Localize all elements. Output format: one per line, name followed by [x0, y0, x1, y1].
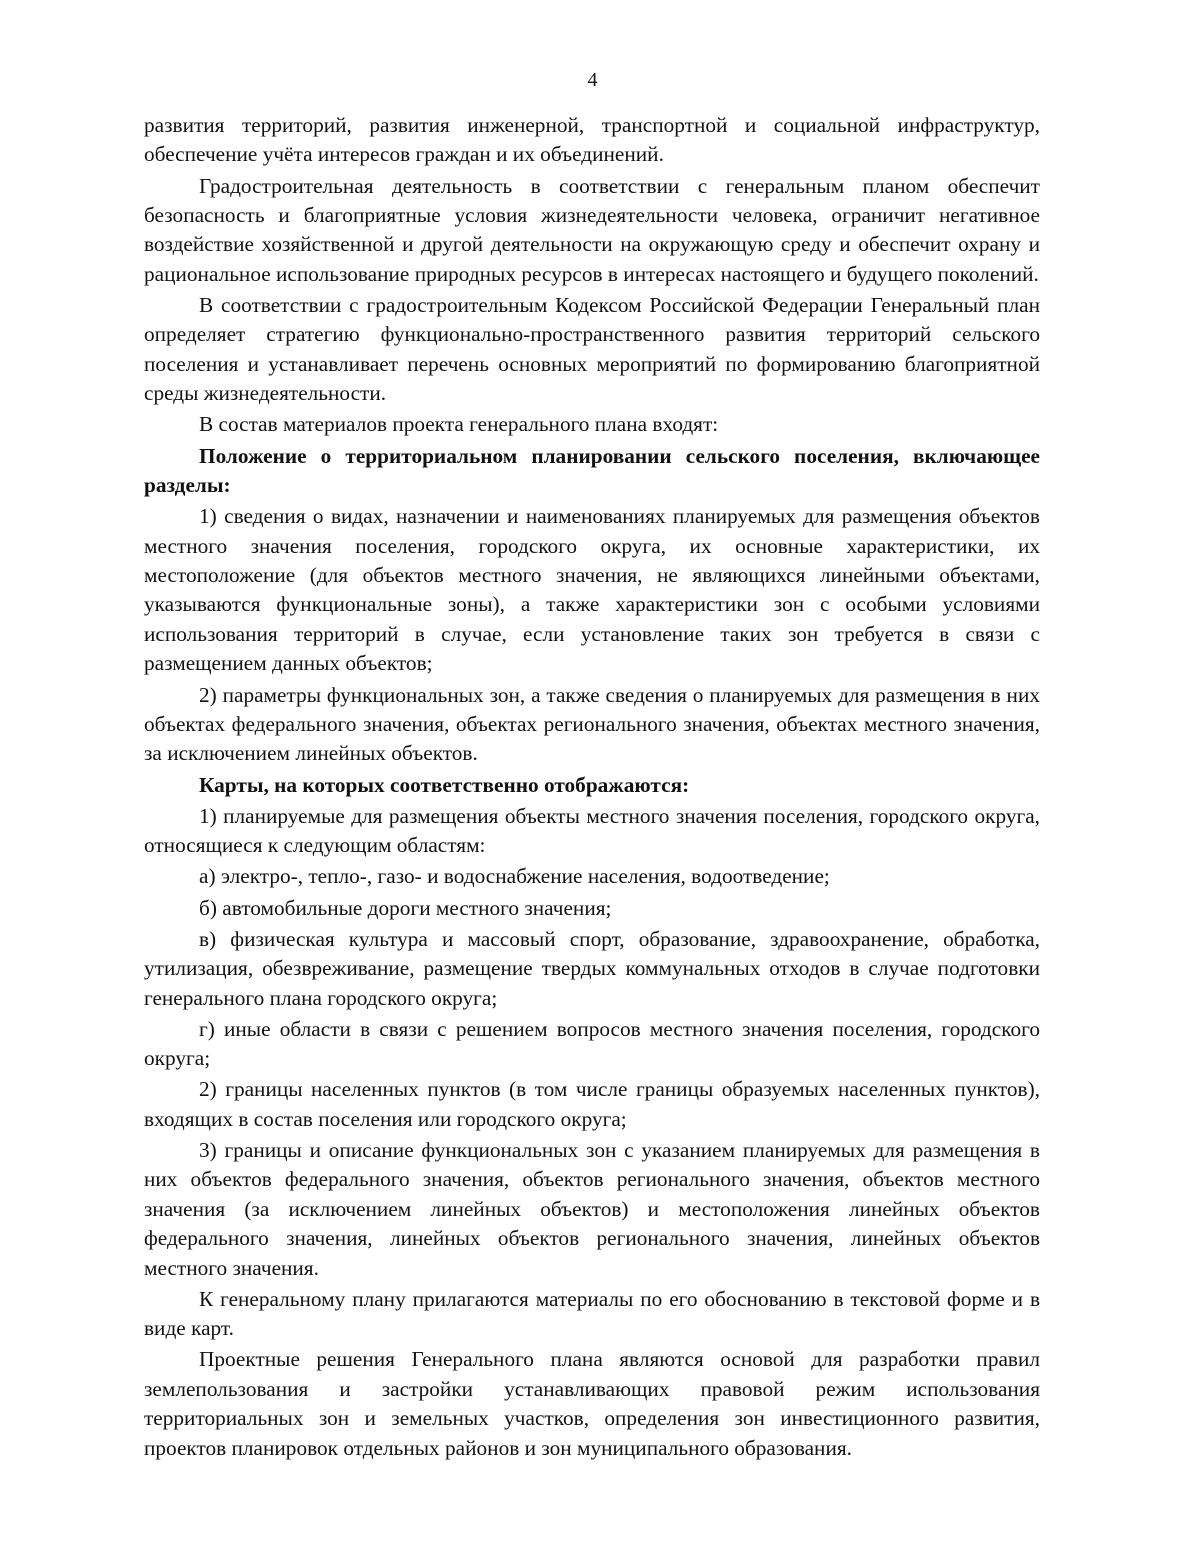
paragraph-materials-composition: В состав материалов проекта генерального плана входят:: [199, 412, 719, 437]
list-item-maps-3: 3) границы и описание функциональных зон с указанием планируемых для размещения в них объектов федерального значения, объектов регионального значения, объектов местного значения (за исключением линейных объектов) и местоположения линейных объектов федерального значения, линейных объектов регионального значения, линейных объектов местного значения.: [144, 1137, 1040, 1280]
list-item-maps-1g: г) иные области в связи с решением вопросов местного значения поселения, городского округа;: [144, 1016, 1040, 1071]
list-item-maps-1v: в) физическая культура и массовый спорт, образование, здравоохранение, обработка, утилизация, обезвреживание, размещение твердых коммунальных отходов в случае подготовки генерального плана городского округа;: [144, 926, 1040, 1010]
paragraph-justification-materials: К генеральному плану прилагаются материалы по его обоснованию в текстовой форме и в виде карт.: [144, 1286, 1040, 1341]
list-item-provision-2: 2) параметры функциональных зон, а также сведения о планируемых для размещения в них объектах федерального значения, объектах регионального значения, объектах местного значения, за исключением линейных объектов.: [144, 682, 1040, 766]
heading-maps: Карты, на которых соответственно отображаются:: [199, 772, 690, 797]
heading-territorial-planning-provision: Положение о территориальном планировании сельского поселения, включающее разделы:: [144, 443, 1040, 498]
list-item-maps-1b: б) автомобильные дороги местного значения;: [199, 895, 612, 920]
list-item-maps-1: 1) планируемые для размещения объекты местного значения поселения, городского округа, относящиеся к следующим областям:: [144, 803, 1040, 858]
document-body: [144, 111, 1040, 1465]
list-item-maps-1a: а) электро-, тепло-, газо- и водоснабжение населения, водоотведение;: [199, 864, 830, 889]
paragraph-urban-planning-activity: Градостроительная деятельность в соответствии с генеральным планом обеспечит безопасность и благоприятные условия жизнедеятельности человека, ограничит негативное воздействие хозяйственной и другой деятельности на окружающую среду и обеспечит охрану и рациональное использование природных ресурсов в интересах настоящего и будущего поколений.: [144, 173, 1040, 286]
paragraph-continuation: развития территорий, развития инженерной, транспортной и социальной инфраструктур, обеспечение учёта интересов граждан и их объединений.: [144, 113, 1040, 167]
list-item-provision-1: 1) сведения о видах, назначении и наименованиях планируемых для размещения объектов местного значения поселения, городского округа, их основные характеристики, их местоположение (для объектов местного значения, не являющихся линейными объектами, указываются функциональные зоны), а также характеристики зон с особыми условиями использования территорий в случае, если установление таких зон требуется в связи с размещением данных объектов;: [144, 504, 1040, 676]
page-number: 4: [587, 69, 598, 91]
paragraph-design-decisions: Проектные решения Генерального плана являются основой для разработки правил землепользования и застройки устанавливающих правовой режим использования территориальных зон и земельных участков, определения зон инвестиционного развития, проектов планировок отдельных районов и зон муниципального образования.: [144, 1347, 1040, 1460]
paragraph-general-plan-strategy: В соответствии с градостроительным Кодексом Российской Федерации Генеральный план определяет стратегию функционально-пространственного развития территорий сельского поселения и устанавливает перечень основных мероприятий по формированию благоприятной среды жизнедеятельности.: [144, 293, 1040, 406]
list-item-maps-2: 2) границы населенных пунктов (в том числе границы образуемых населенных пунктов), входящих в состав поселения или городского округа;: [144, 1077, 1040, 1131]
